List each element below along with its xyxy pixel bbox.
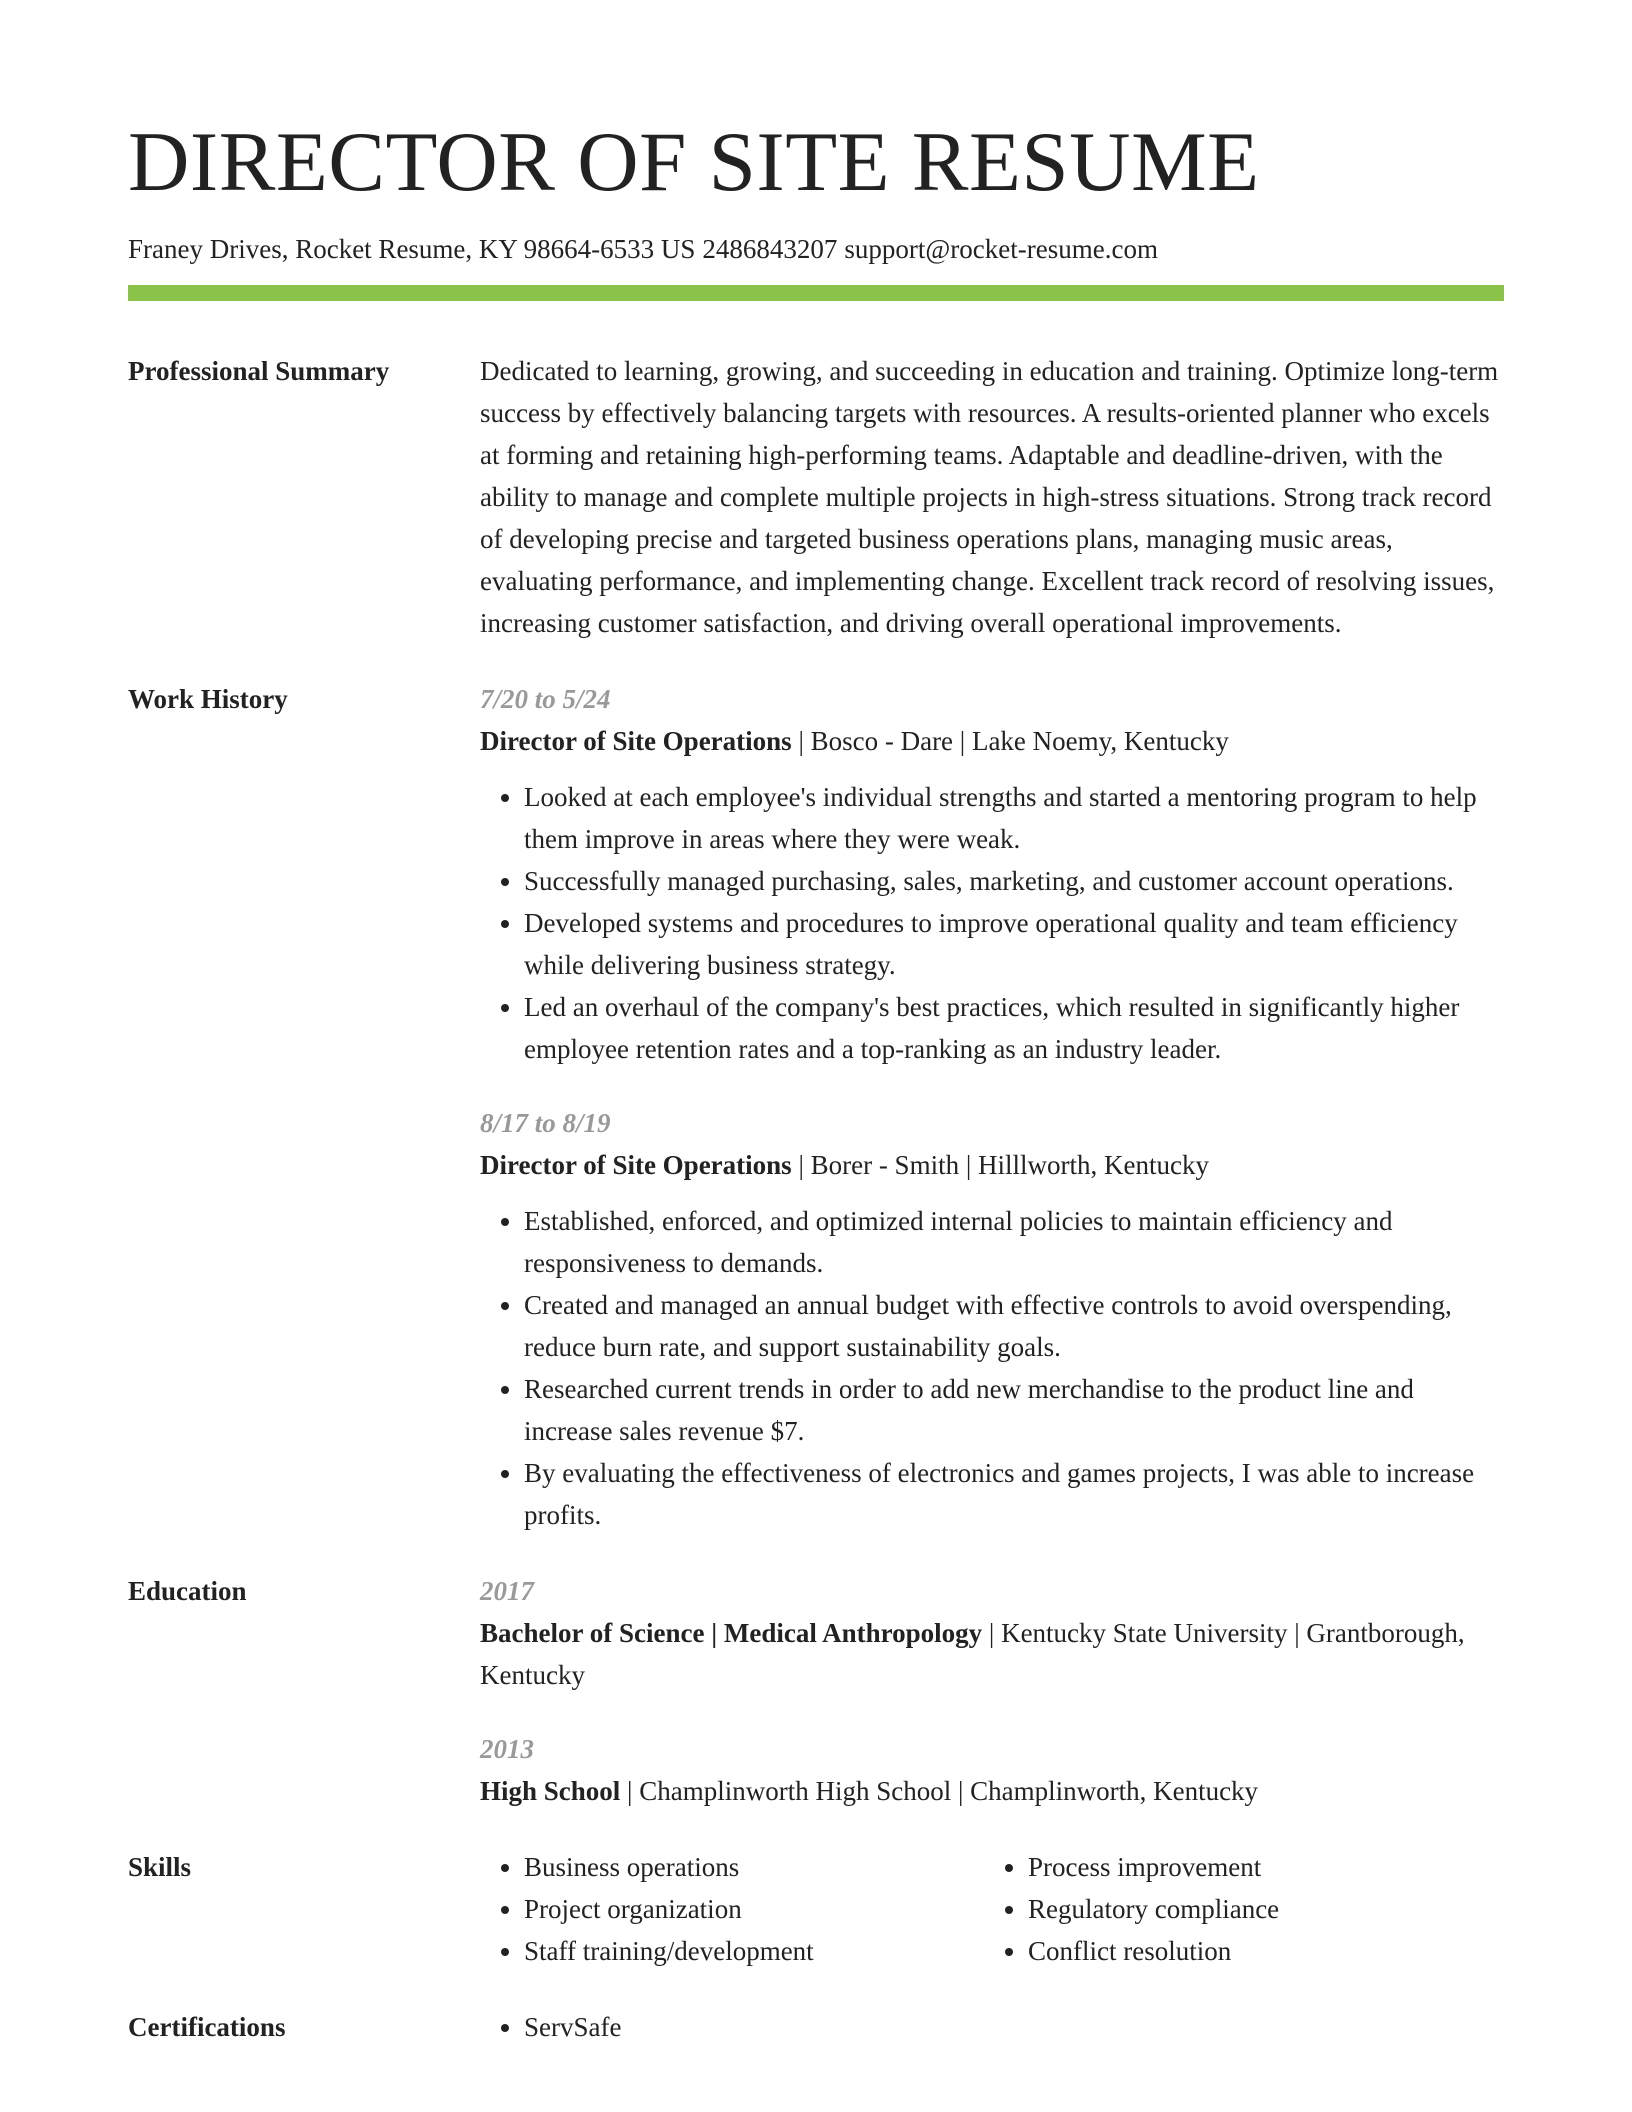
skills-body <box>480 1846 1504 1972</box>
job-bullet: • Created and managed an annual budget with effective controls to avoid overspending, reduce burn rate, and support sustainability goals. <box>524 1284 1504 1368</box>
job-company-location: | Borer - Smith | Hilllworth, Kentucky <box>791 1150 1209 1180</box>
job-entry <box>480 678 1504 1070</box>
header-divider-bar <box>128 285 1504 301</box>
skills-section <box>128 1846 1504 1972</box>
job-bullets <box>480 1200 1504 1536</box>
summary-heading: Professional Summary <box>128 356 390 386</box>
job-bullet: • Successfully managed purchasing, sales, marketing, and customer account operations. <box>524 860 1504 902</box>
resume-content <box>128 350 1504 2082</box>
job-title: Director of Site Operations <box>480 726 792 756</box>
skill-item: • Regulatory compliance <box>1028 1888 1488 1930</box>
certifications-section <box>128 2006 1504 2048</box>
education-heading: Education <box>128 1576 247 1606</box>
education-section <box>128 1570 1504 1812</box>
education-degree: Bachelor of Science | Medical Anthropology <box>480 1618 983 1648</box>
education-degree: High School <box>480 1776 621 1806</box>
job-dates: 7/20 to 5/24 <box>480 684 611 714</box>
skills-column-2 <box>984 1846 1488 1972</box>
work-history-body <box>480 678 1504 1536</box>
certification-item: • ServSafe <box>524 2006 1504 2048</box>
skill-item: • Business operations <box>524 1846 984 1888</box>
work-history-section <box>128 678 1504 1536</box>
education-line <box>480 1612 1504 1696</box>
job-role-line <box>480 720 1504 762</box>
job-bullet: • By evaluating the effectiveness of electronics and games projects, I was able to increase profits. <box>524 1452 1504 1536</box>
education-year: 2013 <box>480 1734 534 1764</box>
work-history-heading: Work History <box>128 684 288 714</box>
job-bullets <box>480 776 1504 1070</box>
job-bullet: • Looked at each employee's individual strengths and started a mentoring program to help them improve in areas where they were weak. <box>524 776 1504 860</box>
certifications-heading: Certifications <box>128 2012 286 2042</box>
education-line <box>480 1770 1504 1812</box>
contact-line <box>128 232 1165 266</box>
education-entry <box>480 1570 1504 1696</box>
skill-item: • Conflict resolution <box>1028 1930 1488 1972</box>
job-entry <box>480 1102 1504 1536</box>
skill-item: • Process improvement <box>1028 1846 1488 1888</box>
certifications-list <box>480 2006 1504 2048</box>
job-dates: 8/17 to 8/19 <box>480 1108 611 1138</box>
education-entry <box>480 1728 1504 1812</box>
skill-item: • Project organization <box>524 1888 984 1930</box>
skill-item: • Staff training/development <box>524 1930 984 1972</box>
skills-column-1 <box>480 1846 984 1972</box>
education-year: 2017 <box>480 1576 534 1606</box>
certifications-body <box>480 2006 1504 2048</box>
job-company-location: | Bosco - Dare | Lake Noemy, Kentucky <box>791 726 1229 756</box>
job-role-line <box>480 1144 1504 1186</box>
summary-section <box>128 350 1504 644</box>
education-school-location: | Champlinworth High School | Champlinworth, Kentucky <box>620 1776 1259 1806</box>
education-body <box>480 1570 1504 1812</box>
resume-title: DIRECTOR OF SITE RESUME <box>128 115 1260 209</box>
skills-heading: Skills <box>128 1852 192 1882</box>
job-bullet: • Established, enforced, and optimized internal policies to maintain efficiency and responsiveness to demands. <box>524 1200 1504 1284</box>
job-bullet: • Researched current trends in order to add new merchandise to the product line and increase sales revenue $7. <box>524 1368 1504 1452</box>
job-bullet: • Developed systems and procedures to improve operational quality and team efficiency while delivering business strategy. <box>524 902 1504 986</box>
contact-phone: 2486843207 <box>702 234 838 264</box>
summary-body <box>480 350 1504 644</box>
job-bullet: • Led an overhaul of the company's best practices, which resulted in significantly higher employee retention rates and a top-ranking as an industry leader. <box>524 986 1504 1070</box>
contact-address: Franey Drives, Rocket Resume, KY 98664-6533 US <box>128 234 696 264</box>
summary-text: Dedicated to learning, growing, and succeeding in education and training. Optimize long-term success by effectively balancing targets with resources. A results-oriented planner who excels at forming and retaining high-performing teams. Adaptable and deadline-driven, with the ability to manage and complete multiple projects in high-stress situations. Strong track record of developing precise and targeted business operations plans, managing music areas, evaluating performance, and implementing change. Excellent track record of resolving issues, increasing customer satisfaction, and driving overall operational improvements. <box>480 356 1499 638</box>
job-title: Director of Site Operations <box>480 1150 792 1180</box>
education-school-location: | Kentucky State University | Grantborough, Kentucky <box>480 1618 1465 1690</box>
contact-email[interactable]: support@rocket-resume.com <box>844 234 1158 264</box>
